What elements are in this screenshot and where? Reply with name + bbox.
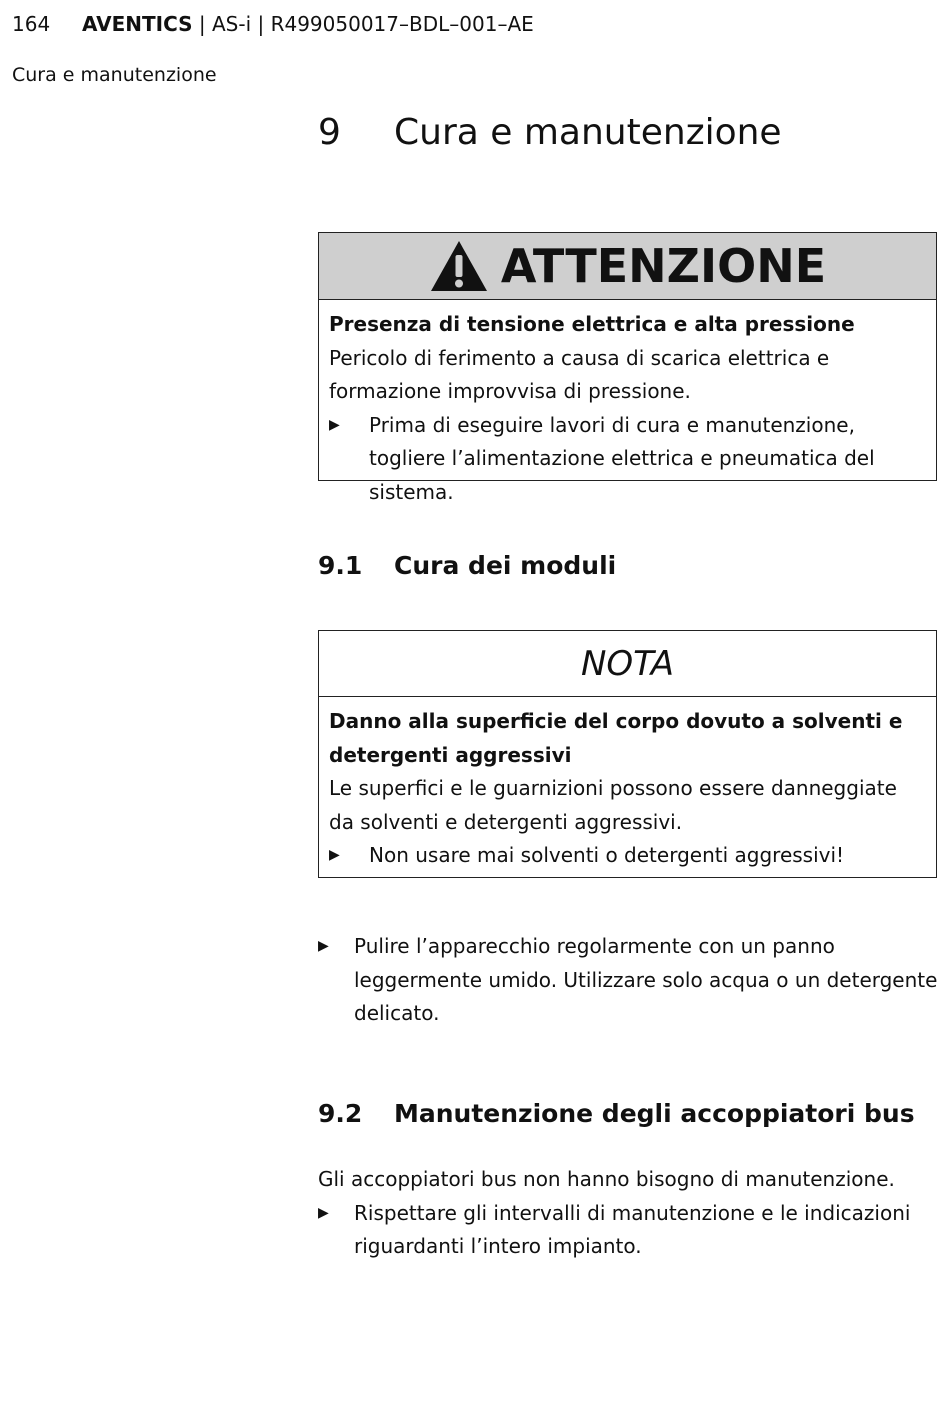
section-title: Manutenzione degli accoppiatori bus [394, 1099, 915, 1128]
page-number: 164 [12, 12, 51, 36]
section-heading-9-1 [318, 551, 616, 580]
warning-title: Presenza di tensione elettrica e alta pressione [329, 312, 855, 336]
note-banner [319, 631, 936, 697]
section-title: Cura dei moduli [394, 551, 617, 580]
bullet-triangle-icon: ▶ [318, 1204, 329, 1221]
running-section-title: Cura e manutenzione [12, 64, 217, 86]
cleaning-bullet-text: Pulire l’apparecchio regolarmente con un panno leggermente umido. Utilizzare solo acqua o un detergente delicato. [354, 934, 938, 1025]
warning-bullet [329, 409, 926, 510]
section-heading-9-2 [318, 1099, 915, 1128]
document-reference: | AS-i | R499050017–BDL–001–AE [192, 12, 534, 36]
note-bullet [329, 839, 926, 873]
list-item [318, 930, 938, 1031]
maintenance-bullet-text: Rispettare gli intervalli di manutenzione e le indicazioni riguardanti l’intero impianto. [354, 1200, 911, 1258]
warning-banner [319, 233, 936, 300]
note-signal-word: NOTA [580, 643, 675, 684]
brand-name: AVENTICS [81, 12, 193, 36]
bullet-triangle-icon: ▶ [329, 416, 340, 433]
chapter-heading [318, 112, 782, 153]
list-item [318, 1197, 938, 1264]
bullet-triangle-icon: ▶ [318, 938, 329, 954]
maintenance-content [318, 1163, 938, 1264]
section-number: 9.2 [318, 1099, 363, 1128]
warning-text: Pericolo di ferimento a causa di scarica elettrica e formazione improvvisa di pressione. [329, 345, 830, 403]
note-title: Danno alla superficie del corpo dovuto a solventi e detergenti aggressivi [329, 709, 903, 767]
section-number: 9.1 [318, 551, 363, 580]
bullet-triangle-icon: ▶ [329, 847, 340, 863]
note-box [318, 630, 937, 878]
note-bullet-text: Non usare mai solventi o detergenti aggressivi! [369, 843, 845, 867]
maintenance-text: Gli accoppiatori bus non hanno bisogno di manutenzione. [318, 1167, 895, 1191]
warning-triangle-icon [429, 239, 489, 293]
page-header [12, 12, 534, 36]
note-text: Le superfici e le guarnizioni possono essere danneggiate da solventi e detergenti aggressivi. [329, 776, 897, 834]
warning-body [319, 300, 936, 509]
chapter-number: 9 [318, 112, 341, 153]
note-body [319, 697, 936, 873]
warning-signal-word: ATTENZIONE [500, 239, 827, 293]
chapter-title: Cura e manutenzione [394, 112, 782, 153]
cleaning-instruction [318, 930, 938, 1031]
warning-box [318, 232, 937, 504]
warning-bullet-text: Prima di eseguire lavori di cura e manutenzione, togliere l’alimentazione elettrica e pneumatica del sistema. [369, 412, 875, 504]
